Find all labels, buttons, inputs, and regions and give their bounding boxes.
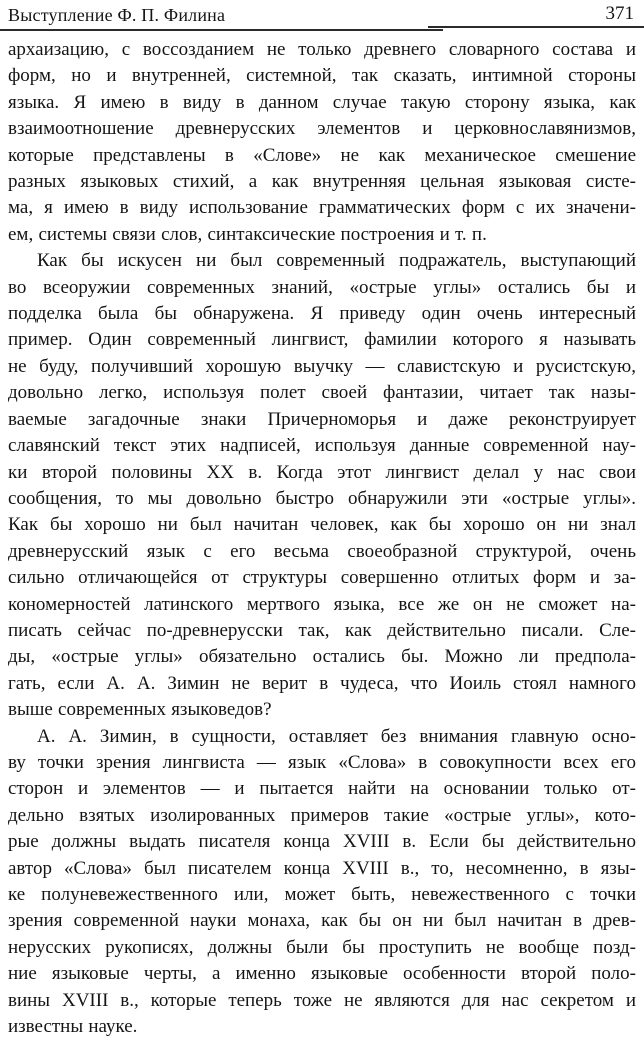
header-rule-left-segment bbox=[0, 29, 443, 31]
text-line: языка. Я имею в виду в данном случае такую сторону языка, как bbox=[8, 91, 636, 113]
body-text bbox=[8, 37, 636, 1040]
text-line: не буду, получивший хорошую выучку — славистскую и русистскую, bbox=[8, 355, 636, 377]
text-line: автор «Слова» был писателем конца XVIII в., то, несомненно, в язы- bbox=[8, 857, 636, 879]
text-line: взаимоотношение древнерусских элементов и церковнославянизмов, bbox=[8, 118, 636, 140]
text-line: сторон и элементов — и пытается найти на основании только от- bbox=[8, 778, 636, 800]
text-line: разных языковых стихий, а как внутренняя цельная языковая систе- bbox=[8, 171, 636, 193]
text-line: дельно взятых изолированных примеров такие «острые углы», кото- bbox=[8, 804, 636, 826]
text-line: подделка была бы обнаружена. Я приведу один очень интересный bbox=[8, 303, 636, 325]
text-line: кономерностей латинского мертвого языка, все же он не сможет на- bbox=[8, 593, 636, 615]
text-line: довольно легко, используя полет своей фантазии, читает так назы- bbox=[8, 382, 636, 404]
page-number: 371 bbox=[605, 3, 634, 24]
text-line: известны науке. bbox=[8, 1016, 138, 1038]
text-line: ву точки зрения лингвиста — язык «Слова» в совокупности всех его bbox=[8, 751, 636, 773]
text-line: А. А. Зимин, в сущности, оставляет без внимания главную осно- bbox=[37, 725, 636, 747]
text-line: ма, я имею в виду использование грамматических форм с их значени- bbox=[8, 197, 636, 219]
text-line: зрения современной науки монаха, как бы он ни был начитан в древ- bbox=[8, 910, 636, 932]
text-line: Как бы искусен ни был современный подражатель, выступающий bbox=[37, 250, 636, 272]
text-line: Как бы хорошо ни был начитан человек, как бы хорошо он ни знал bbox=[8, 514, 636, 536]
text-line: ки второй половины XX в. Когда этот лингвист делал у нас свои bbox=[8, 461, 636, 483]
text-line: древнерусский язык с его весьма своеобразной структурой, очень bbox=[8, 540, 636, 562]
text-line: выше современных языковедов? bbox=[8, 699, 272, 721]
text-line: гать, если А. А. Зимин не верит в чудеса, что Иоиль стоял намного bbox=[8, 672, 636, 694]
paragraph bbox=[8, 248, 636, 723]
text-line: ваемые загадочные знаки Причерноморья и даже реконструирует bbox=[8, 408, 636, 430]
text-line: ем, системы связи слов, синтаксические построения и т. п. bbox=[8, 223, 487, 245]
text-line: писать сейчас по-древнерусски так, как действительно писали. Сле- bbox=[8, 619, 636, 641]
text-line: рые должны выдать писателя конца XVIII в. Если бы действительно bbox=[8, 831, 636, 853]
paragraph bbox=[8, 724, 636, 1041]
text-line: сильно отличающейся от структуры совершенно отлитых форм и за- bbox=[8, 567, 636, 589]
text-line: славянский текст этих надписей, используя данные современной нау- bbox=[8, 435, 636, 457]
text-line: во всеоружии современных знаний, «острые углы» остались бы и bbox=[8, 276, 636, 298]
text-line: форм, но и внутренней, системной, так сказать, интимной стороны bbox=[8, 65, 636, 87]
paragraph bbox=[8, 37, 636, 248]
text-line: ке полуневежественного или, может быть, невежественного с точки bbox=[8, 884, 636, 905]
text-line: ды, «острые углы» обязательно остались бы. Можно ли предпола- bbox=[8, 646, 636, 668]
running-head-title: Выступление Ф. П. Филина bbox=[8, 5, 226, 25]
text-line: архаизацию, с воссозданием не только древнего словарного состава и bbox=[8, 39, 636, 60]
text-line: ние языковые черты, а именно языковые особенности второй поло- bbox=[8, 963, 636, 985]
text-line: которые представлены в «Слове» не как механическое смешение bbox=[8, 144, 636, 166]
text-line: пример. Один современный лингвист, фамилии которого я называть bbox=[8, 329, 636, 351]
text-line: вины XVIII в., которые теперь тоже не являются для нас секретом и bbox=[8, 989, 636, 1011]
text-line: сообщения, то мы довольно быстро обнаружили эти «острые углы». bbox=[8, 487, 636, 509]
header-rule-right-segment bbox=[428, 26, 644, 28]
text-line: нерусских рукописях, должны были бы проступить не вообще позд- bbox=[8, 936, 636, 958]
